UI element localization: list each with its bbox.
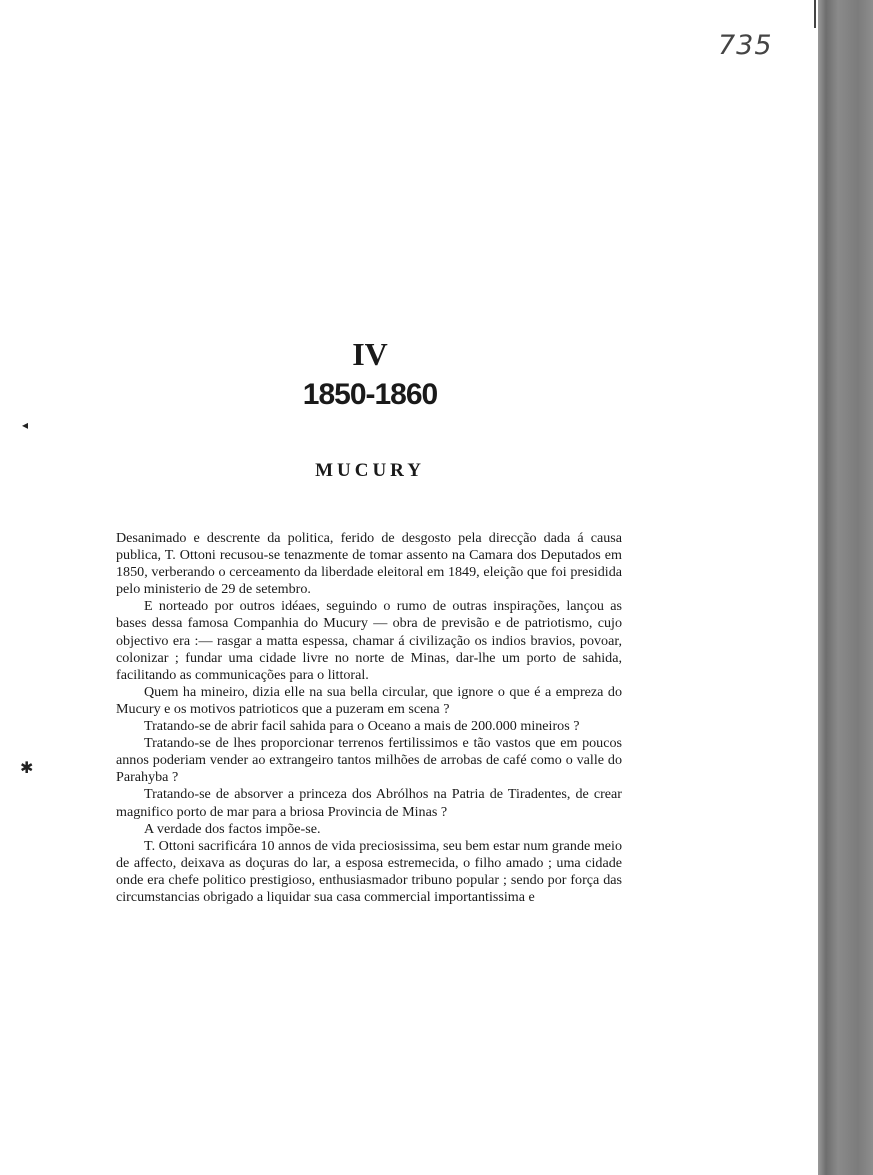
chapter-years: 1850-1860 — [302, 378, 438, 411]
paragraph: Tratando-se de absorver a princeza dos Abrólhos na Patria de Tiradentes, de crear magnifico porto de mar para a briosa Provincia de Minas ? — [116, 786, 622, 820]
paragraph: T. Ottoni sacrificára 10 annos de vida preciosissima, seu bem estar num grande meio de affecto, deixava as doçuras do lar, a esposa estremecida, o filho amado ; uma cidade onde era chefe politico prestigioso, enthusiasmador tribuno popular ; sendo por força das circumstancias obrigado a liquidar sua casa commercial importantissima e — [116, 837, 622, 905]
chapter-number: IV — [352, 336, 388, 372]
paragraph: Desanimado e descrente da politica, ferido de desgosto pela direcção dada á causa publica, T. Ottoni recusou-se tenazmente de tomar assento na Camara dos Deputados em 1850, verberando o cerceamento da liberdade eleitoral em 1849, eleição que foi presidida pelo ministerio de 29 de setembro. — [116, 530, 622, 598]
paragraph: Quem ha mineiro, dizia elle na sua bella circular, que ignore o que é a empreza do Mucury e os motivos patrioticos que a puzeram em scena ? — [116, 683, 622, 717]
paragraph: Tratando-se de abrir facil sahida para o Oceano a mais de 200.000 mineiros ? — [144, 718, 580, 735]
section-title: MUCURY — [315, 460, 425, 481]
paragraph: Tratando-se de lhes proporcionar terrenos fertilissimos e tão vastos que em poucos annos poderiam vender ao extrangeiro tantos milhões de arrobas de café como o valle do Parahyba ? — [116, 735, 622, 786]
scan-page-edge — [818, 0, 873, 1175]
margin-mark-icon: ◂ — [22, 418, 29, 432]
body-text — [116, 530, 622, 906]
paragraph: A verdade dos factos impõe-se. — [144, 820, 321, 837]
paragraph: E norteado por outros idéaes, seguindo o rumo de outras inspirações, lançou as bases dessa famosa Companhia do Mucury — obra de previsão e de patriotismo, cujo objectivo era :— rasgar a matta espessa, chamar á civilização os indios bravios, povoar, colonizar ; fundar uma cidade livre no norte de Minas, dar-lhe um porto de sahida, facilitando as communicações para o littoral. — [116, 598, 622, 683]
scan-mark-line — [814, 0, 816, 28]
margin-asterisk-icon: ✱ — [20, 758, 34, 777]
page-number: 735 — [718, 30, 773, 61]
